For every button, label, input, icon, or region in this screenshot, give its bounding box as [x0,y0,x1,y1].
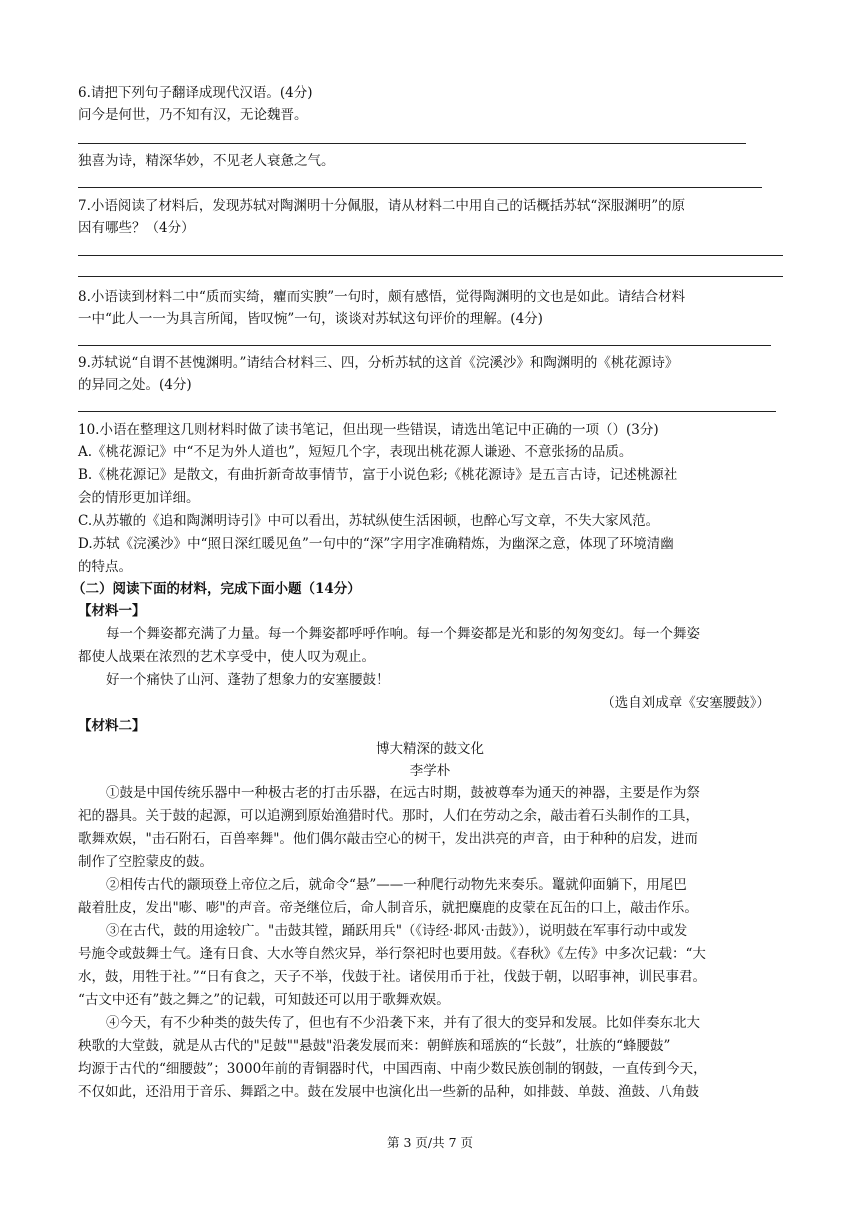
answer-line[interactable] [78,143,746,144]
paragraph-2-line: ②相传古代的颛顼登上帝位之后，就命令“悬”——一种爬行动物先来奏乐。鼍就仰面躺下，用尾巴 [106,877,687,893]
q8-line-2: 一中“此人一一为具言所闻，皆叹惋”一句，谈谈对苏轼这句评价的理解。(4分) [78,311,543,327]
material-1-paragraph-1b: 都使人战栗在浓烈的艺术享受中，使人叹为观止。 [78,649,375,665]
answer-line[interactable] [78,345,771,346]
material-2-label: 【材料二】 [78,718,146,734]
section-heading: （二）阅读下面的材料，完成下面小题（14分） [72,581,361,597]
q9-line-2: 的异同之处。(4分) [78,377,192,393]
q10-option-d-line-2: 的特点。 [78,559,132,575]
q10-option-d-line-1: D.苏轼《浣溪沙》中“照日深红暖见鱼”一句中的“深”字用字准确精炼，为幽深之意，体现了环境清幽 [78,536,674,552]
paragraph-1-line: 制作了空腔蒙皮的鼓。 [78,854,213,870]
q10-option-b-line-2: 会的情形更加详细。 [78,490,200,506]
paragraph-4-line: 不仅如此，还沿用于音乐、舞蹈之中。鼓在发展中也演化出一些新的品种，如排鼓、单鼓、渔鼓、八角鼓 [78,1084,699,1100]
article-author: 李学朴 [409,763,451,779]
paragraph-3-line: 水，鼓，用牲于社。”“日有食之，天子不举，伐鼓于社。诸侯用币于社，伐鼓于朝，以昭事神，训民事君。 [78,969,707,985]
answer-line[interactable] [78,187,762,188]
paragraph-4-line: ④今天，有不少种类的鼓失传了，但也有不少沿袭下来，并有了很大的变异和发展。比如伴奏东北大 [106,1015,700,1031]
material-1-source: （选自刘成章《安塞腰鼓》） [601,695,770,711]
paragraph-4-line: 秧歌的大堂鼓，就是从古代的"足鼓""悬鼓"沿袭发展而来：朝鲜族和瑶族的“长鼓”，壮族的“蜂腰鼓” [78,1038,671,1054]
answer-line[interactable] [78,411,776,412]
q6-prompt: 6.请把下列句子翻译成现代汉语。(4分) [78,85,313,101]
material-1-paragraph-1a: 每一个舞姿都充满了力量。每一个舞姿都呼呼作响。每一个舞姿都是光和影的匆匆变幻。每一个舞姿 [106,626,700,642]
paragraph-3-line: 号施令或鼓舞士气。逢有日食、大水等自然灾异，举行祭祀时也要用鼓。《春秋》《左传》中多次记载：“大 [78,946,706,962]
q10-option-b-line-1: B.《桃花源记》是散文，有曲折新奇故事情节，富于小说色彩;《桃花源诗》是五言古诗，记述桃源社 [78,467,678,483]
material-1-paragraph-2: 好一个痛快了山河、蓬勃了想象力的安塞腰鼓！ [106,672,390,688]
paragraph-1-line: 歌舞欢娱，"击石附石，百兽率舞"。他们偶尔敲击空心的树干，发出洪亮的声音，由于种种的启发，进而 [78,831,698,847]
page-number: 第 3 页/共 7 页 [386,1135,473,1150]
q9-line-1: 9.苏轼说“自谓不甚愧渊明。”请结合材料三、四，分析苏轼的这首《浣溪沙》和陶渊明的《桃花源诗》 [78,355,679,371]
paragraph-2-line: 敲着肚皮，发出"嘭、嘭"的声音。帝尧继位后，命人制音乐，就把麋鹿的皮蒙在瓦缶的口上，敲击作乐。 [78,900,698,916]
paragraph-1-line: 祀的器具。关于鼓的起源，可以追溯到原始渔猎时代。那时，人们在劳动之余，敲击着石头制作的工具， [78,808,699,824]
q10-prompt: 10.小语在整理这几则材料时做了读书笔记，但出现一些错误，请选出笔记中正确的一项（）(3分) [78,422,659,438]
q10-option-a: A.《桃花源记》中“不足为外人道也”，短短几个字，表现出桃花源人谦逊、不意张扬的品质。 [78,444,633,460]
q6-sentence-1: 问今是何世，乃不知有汉，无论魏晋。 [78,107,308,123]
paragraph-4-line: 均源于古代的“细腰鼓”；3000年前的青铜器时代，中国西南、中南少数民族创制的钢鼓，一直传到今天， [78,1061,707,1077]
paragraph-3-line: “古文中还有”鼓之舞之”的记载，可知鼓还可以用于歌舞欢娱。 [78,992,450,1008]
q7-line-1: 7.小语阅读了材料后，发现苏轼对陶渊明十分佩服，请从材料二中用自己的话概括苏轼“深服渊明”的原 [78,198,686,214]
q7-line-2: 因有哪些？（4分） [78,220,195,236]
q8-line-1: 8.小语读到材料二中“质而实绮，癯而实腴”一句时，颇有感悟，觉得陶渊明的文也是如此。请结合材料 [78,289,686,305]
article-title: 博大精深的鼓文化 [376,741,484,757]
paragraph-3-line: ③在古代，鼓的用途较广。"击鼓其镗，踊跃用兵"（《诗经·邶风·击鼓》），说明鼓在军事行动中或发 [106,923,688,939]
answer-line[interactable] [78,255,783,256]
material-1-label: 【材料一】 [78,603,146,619]
q6-sentence-2: 独喜为诗，精深华妙，不见老人衰惫之气。 [78,153,335,169]
q10-option-c: C.从苏辙的《追和陶渊明诗引》中可以看出，苏轼纵使生活困顿，也醉心写文章，不失大家风范。 [78,513,660,529]
paragraph-1-line: ①鼓是中国传统乐器中一种极古老的打击乐器，在远古时期，鼓被尊奉为通天的神器，主要是作为祭 [106,785,700,801]
answer-line[interactable] [78,276,783,277]
